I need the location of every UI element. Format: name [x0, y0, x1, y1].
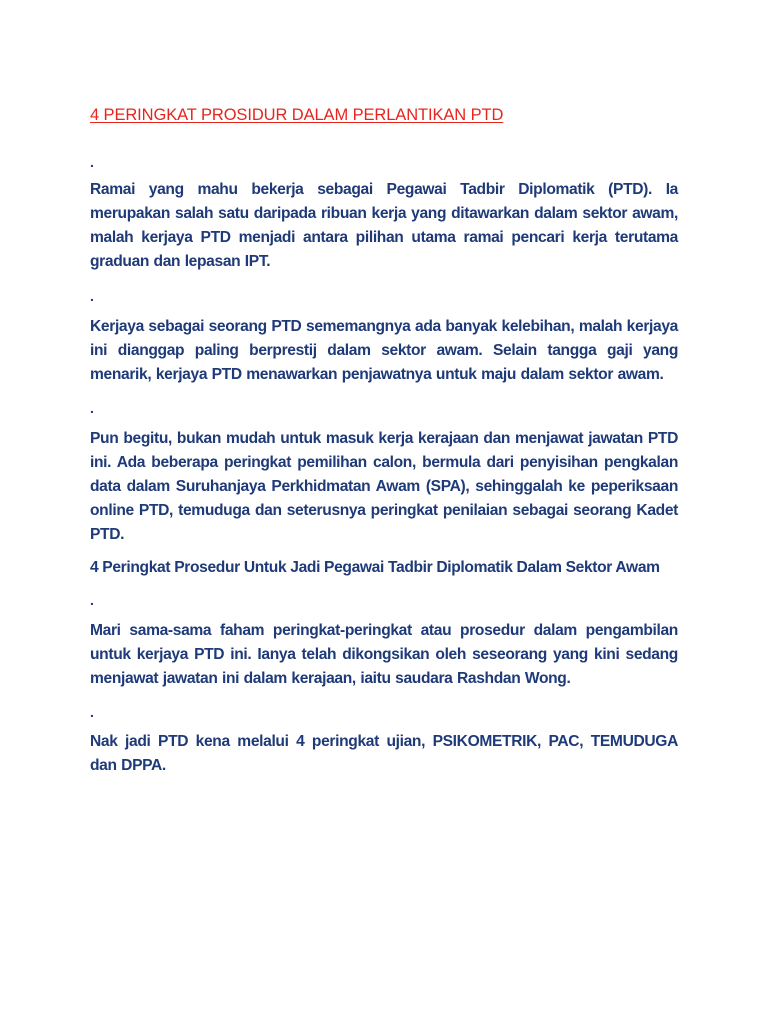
separator-dot: . — [90, 704, 94, 720]
paragraph-stages: Nak jadi PTD kena melalui 4 peringkat ujian, PSIKOMETRIK, PAC, TEMUDUGA dan DPPA. — [90, 733, 678, 774]
paragraph-selection: Pun begitu, bukan mudah untuk masuk kerja kerajaan dan menjawat jawatan PTD ini. Ada beberapa peringkat pemilihan calon, bermula dari penyisihan pengkalan data dalam Suruhanjaya Perkhidmatan Awam (SPA), sehinggalah ke peperiksaan online PTD, temuduga dan seterusnya peringkat penilaian sebagai seorang Kadet PTD. — [90, 430, 678, 543]
section-subtitle: 4 Peringkat Prosedur Untuk Jadi Pegawai Tadbir Diplomatik Dalam Sektor Awam — [90, 559, 660, 576]
document-content — [90, 103, 678, 778]
paragraph-intro: Ramai yang mahu bekerja sebagai Pegawai Tadbir Diplomatik (PTD). Ia merupakan salah satu daripada ribuan kerja yang ditawarkan dalam sektor awam, malah kerjaya PTD menjadi antara pilihan utama ramai pencari kerja terutama graduan dan lepasan IPT. — [90, 181, 678, 270]
separator-dot: . — [90, 592, 94, 608]
document-title: 4 PERINGKAT PROSIDUR DALAM PERLANTIKAN PTD — [90, 106, 504, 124]
paragraph-advantages: Kerjaya sebagai seorang PTD sememangnya ada banyak kelebihan, malah kerjaya ini dianggap paling berprestij dalam sektor awam. Selain tangga gaji yang menarik, kerjaya PTD menawarkan penjawatnya untuk maju dalam sektor awam. — [90, 318, 678, 383]
paragraph-procedure: Mari sama-sama faham peringkat-peringkat atau prosedur dalam pengambilan untuk kerjaya PTD ini. Ianya telah dikongsikan oleh seseorang yang kini sedang menjawat jawatan ini dalam kerajaan, iaitu saudara Rashdan Wong. — [90, 622, 678, 687]
separator-dot: . — [90, 400, 94, 416]
separator-dot: . — [90, 154, 94, 170]
separator-dot: . — [90, 288, 94, 304]
